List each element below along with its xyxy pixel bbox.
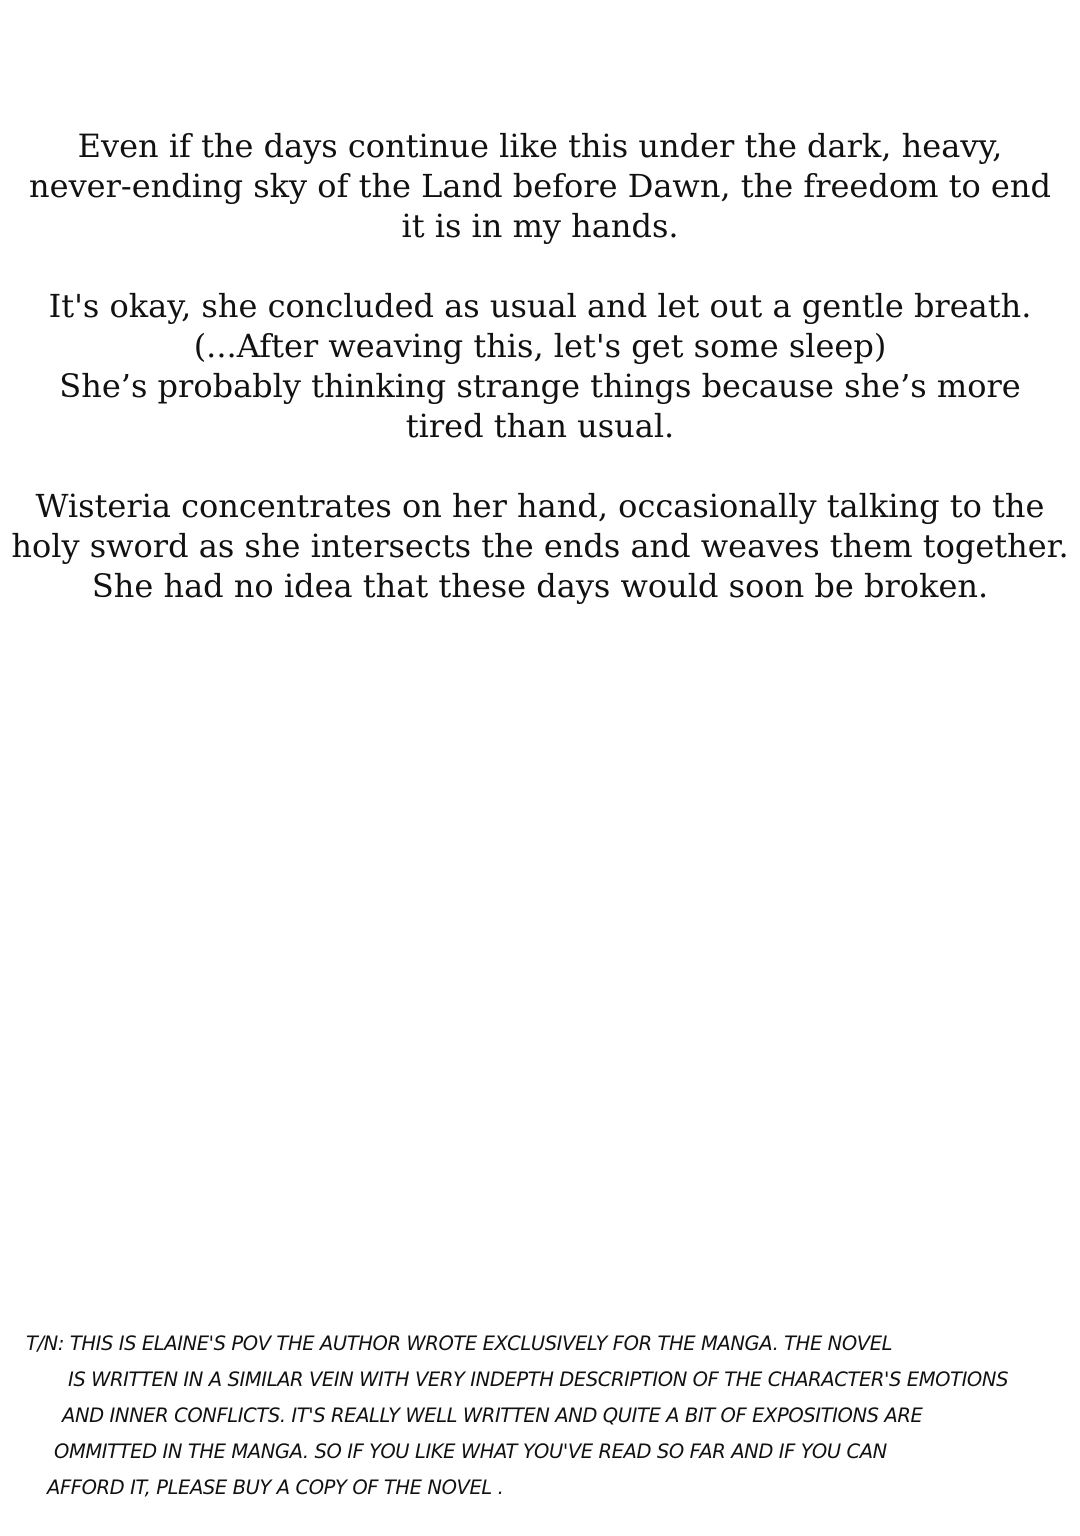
story-text — [0, 126, 1080, 646]
translator-note-line: AND INNER CONFLICTS. IT'S REALLY WELL WRITTEN AND QUITE A BIT OF EXPOSITIONS ARE — [62, 1404, 923, 1427]
story-line: She’s probably thinking strange things because she’s more — [59, 367, 1021, 405]
translator-note-line: IS WRITTEN IN A SIMILAR VEIN WITH VERY INDEPTH DESCRIPTION OF THE CHARACTER'S EMOTIONS — [68, 1368, 1009, 1391]
story-line: It's okay, she concluded as usual and let out a gentle breath. — [48, 287, 1032, 325]
story-paragraph-1 — [0, 126, 1080, 246]
story-paragraph-2 — [0, 286, 1080, 446]
translator-note-line: T/N: THIS IS ELAINE'S POV THE AUTHOR WROTE EXCLUSIVELY FOR THE MANGA. THE NOVEL — [26, 1332, 893, 1355]
story-paragraph-3 — [0, 486, 1080, 606]
story-line: it is in my hands. — [401, 207, 679, 245]
story-line: (...After weaving this, let's get some sleep) — [193, 327, 887, 365]
story-line: Wisteria concentrates on her hand, occasionally talking to the — [35, 487, 1045, 525]
translator-note-line: OMMITTED IN THE MANGA. SO IF YOU LIKE WHAT YOU'VE READ SO FAR AND IF YOU CAN — [54, 1440, 887, 1463]
story-line: holy sword as she intersects the ends and weaves them together. — [11, 527, 1069, 565]
story-line: never-ending sky of the Land before Dawn, the freedom to end — [29, 167, 1051, 205]
story-line: Even if the days continue like this under the dark, heavy, — [77, 127, 1003, 165]
story-line: She had no idea that these days would soon be broken. — [91, 567, 989, 605]
translator-note-line: AFFORD IT, PLEASE BUY A COPY OF THE NOVEL . — [47, 1476, 504, 1499]
story-line: tired than usual. — [405, 407, 675, 445]
